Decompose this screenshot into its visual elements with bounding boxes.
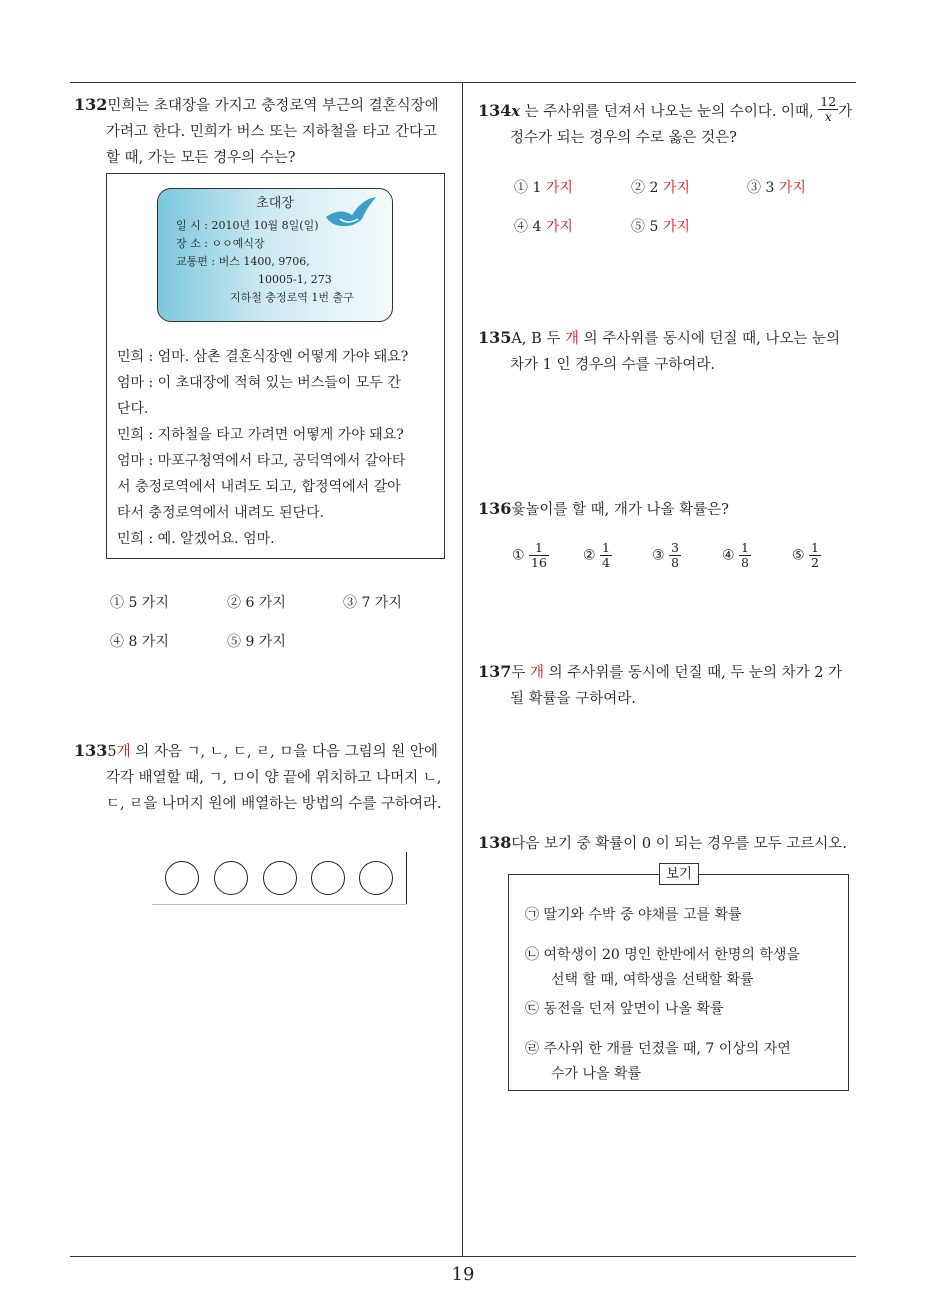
- dialog-line: 엄마 : 마포구청역에서 타고, 공덕역에서 갈아타: [117, 453, 406, 469]
- problem-134: [478, 93, 863, 151]
- fraction-denominator: 2: [811, 555, 819, 570]
- problem-133: [74, 738, 464, 817]
- bogi-item: ㉡ 여학생이 20 명인 한반에서 한명의 학생을: [525, 947, 800, 963]
- option-mark: ④: [722, 547, 735, 564]
- fraction-denominator: x: [824, 108, 832, 124]
- option-2[interactable]: [631, 177, 690, 197]
- dialog: [117, 344, 443, 552]
- option-mark: ⑤: [792, 547, 805, 564]
- option-3[interactable]: [652, 541, 681, 570]
- fraction: [529, 541, 549, 570]
- option-mark: ④: [514, 219, 528, 235]
- circle-slot: [359, 861, 393, 895]
- option-mark: ③: [652, 547, 665, 564]
- option-5[interactable]: [631, 216, 690, 236]
- card-transport: 교통편 : 버스 1400, 9706,: [176, 255, 310, 268]
- option-mark: ②: [583, 547, 596, 564]
- option-unit: 가지: [662, 180, 690, 196]
- option-3[interactable]: [747, 177, 806, 197]
- dialog-line: 엄마 : 이 초대장에 적혀 있는 버스들이 모두 간: [117, 375, 401, 391]
- bogi-item: ㉣ 주사위 한 개를 던졌을 때, 7 이상의 자연: [525, 1041, 791, 1057]
- problem-text: 가: [838, 104, 853, 120]
- dialog-line: 민희 : 엄마. 삼촌 결혼식장엔 어떻게 가야 돼요?: [117, 349, 409, 365]
- fraction-denominator: 16: [531, 555, 547, 570]
- problem-text: 의 주사위를 동시에 던질 때, 두 눈의 차가 2 가: [544, 665, 843, 681]
- option-unit: 가지: [778, 180, 806, 196]
- page-number: 19: [451, 1264, 475, 1285]
- option-5[interactable]: ⑤ 9 가지: [227, 634, 286, 650]
- option-number: 2: [649, 180, 659, 196]
- card-place: 장 소 : ㅇㅇ예식장: [176, 237, 265, 250]
- bogi-label: 보기: [659, 863, 699, 885]
- option-unit: 가지: [545, 219, 573, 235]
- option-4[interactable]: [514, 216, 573, 236]
- bottom-rule: [70, 1256, 856, 1257]
- circle-slot: [263, 861, 297, 895]
- dialog-line: 타서 충정로역에서 내려도 된단다.: [117, 505, 325, 521]
- highlight-text: 개: [564, 331, 579, 347]
- bogi-box: [508, 866, 849, 1091]
- option-unit: 가지: [662, 219, 690, 235]
- problem-135: [478, 325, 863, 378]
- invitation-card: [157, 188, 393, 322]
- problem-text: 다음 보기 중 확률이 0 이 되는 경우를 모두 고르시오.: [511, 836, 847, 852]
- option-mark: ⑤: [631, 219, 645, 235]
- option-5[interactable]: [792, 541, 821, 570]
- problem-number: 133: [74, 741, 108, 760]
- problem-text: 의 주사위를 동시에 던질 때, 나오는 눈의: [579, 331, 840, 347]
- dove-icon: [322, 195, 380, 235]
- option-number: 1: [532, 180, 542, 196]
- option-number: 3: [765, 180, 775, 196]
- problem-number: 136: [478, 499, 512, 518]
- fraction-numerator: 12: [820, 93, 837, 109]
- problem-number: 132: [74, 95, 108, 114]
- option-number: 4: [532, 219, 542, 235]
- option-number: 5: [649, 219, 659, 235]
- card-date: 일 시 : 2010년 10월 8일(일): [176, 219, 319, 232]
- option-mark: ②: [631, 180, 645, 196]
- card-subway: 지하철 충정로역 1번 출구: [230, 291, 354, 304]
- fraction: [669, 541, 681, 570]
- invitation-frame: [106, 173, 445, 559]
- problem-text: ㄷ, ㄹ을 나머지 원에 배열하는 방법의 수를 구하여라.: [106, 796, 442, 812]
- fraction-numerator: 3: [671, 540, 679, 555]
- count: 5: [107, 744, 117, 760]
- option-mark: ①: [512, 547, 525, 564]
- fraction: [818, 95, 838, 124]
- option-1[interactable]: ① 5 가지: [110, 595, 169, 611]
- problem-text: 윷놀이를 할 때, 개가 나올 확률은?: [511, 502, 729, 518]
- option-2[interactable]: [583, 541, 612, 570]
- problem-text: 차가 1 인 경우의 수를 구하여라.: [510, 357, 715, 373]
- problem-text: 의 자음 ㄱ, ㄴ, ㄷ, ㄹ, ㅁ을 다음 그림의 원 안에: [130, 744, 438, 760]
- frame-bottom-line: [152, 904, 406, 905]
- problem-138: [478, 830, 863, 857]
- fraction-numerator: 1: [741, 540, 749, 555]
- circle-slot: [165, 861, 199, 895]
- problem-number: 138: [478, 833, 512, 852]
- problem-text: 될 확률을 구하여라.: [510, 691, 636, 707]
- frame-right-line: [406, 852, 407, 904]
- circle-slot: [311, 861, 345, 895]
- bogi-item: 수가 나올 확률: [551, 1066, 642, 1082]
- problem-137: [478, 659, 863, 712]
- option-2[interactable]: ② 6 가지: [227, 595, 286, 611]
- variable: x: [511, 103, 521, 120]
- highlight-text: 개: [530, 665, 545, 681]
- option-mark: ③: [747, 180, 761, 196]
- column-divider: [462, 82, 463, 1256]
- problem-text: 각각 배열할 때, ㄱ, ㅁ이 양 끝에 위치하고 나머지 ㄴ,: [106, 770, 442, 786]
- option-1[interactable]: [512, 541, 549, 570]
- option-mark: ①: [514, 180, 528, 196]
- bogi-item: ㉠ 딸기와 수박 중 야채를 고를 확률: [525, 907, 742, 923]
- problem-text: 정수가 되는 경우의 수로 옳은 것은?: [510, 130, 737, 146]
- fraction: [809, 541, 821, 570]
- fraction: [600, 541, 612, 570]
- count-unit: 개: [116, 744, 131, 760]
- problem-number: 135: [478, 328, 512, 347]
- fraction: [739, 541, 751, 570]
- card-transport-cont: 10005-1, 273: [258, 273, 332, 286]
- bogi-item: ㉢ 동전을 던져 앞면이 나올 확률: [525, 1001, 724, 1017]
- fraction-denominator: 4: [602, 555, 610, 570]
- dialog-line: 서 충정로역에서 내려도 되고, 합정역에서 갈아: [117, 479, 401, 495]
- card-title: 초대장: [256, 196, 294, 211]
- problem-text: 민희는 초대장을 가지고 충정로역 부근의 결혼식장에: [107, 98, 439, 114]
- bogi-item: 선택 할 때, 여학생을 선택할 확률: [551, 972, 754, 988]
- problem-136: [478, 496, 863, 523]
- top-rule: [70, 82, 856, 83]
- problem-text: A, B 두: [511, 331, 565, 347]
- circle-slot: [214, 861, 248, 895]
- option-3[interactable]: ③ 7 가지: [343, 595, 402, 611]
- problem-text: 가려고 한다. 민희가 버스 또는 지하철을 타고 간다고: [106, 124, 438, 140]
- fraction-denominator: 8: [741, 555, 749, 570]
- option-4[interactable]: ④ 8 가지: [110, 634, 169, 650]
- problem-text: 할 때, 가는 모든 경우의 수는?: [106, 150, 296, 166]
- fraction-denominator: 8: [671, 555, 679, 570]
- fraction-numerator: 1: [811, 540, 819, 555]
- fraction-numerator: 1: [529, 541, 549, 556]
- option-unit: 가지: [545, 180, 573, 196]
- problem-number: 137: [478, 662, 512, 681]
- dialog-line: 단다.: [117, 401, 149, 417]
- option-4[interactable]: [722, 541, 751, 570]
- problem-number: 134: [478, 101, 512, 120]
- problem-132: [74, 92, 464, 171]
- problem-text: 는 주사위를 던져서 나오는 눈의 수이다. 이때,: [520, 104, 819, 120]
- dialog-line: 민희 : 지하철을 타고 가려면 어떻게 가야 돼요?: [117, 427, 404, 443]
- dialog-line: 민희 : 예. 알겠어요. 엄마.: [117, 531, 275, 547]
- problem-text: 두: [511, 665, 531, 681]
- option-1[interactable]: [514, 177, 573, 197]
- fraction-numerator: 1: [602, 540, 610, 555]
